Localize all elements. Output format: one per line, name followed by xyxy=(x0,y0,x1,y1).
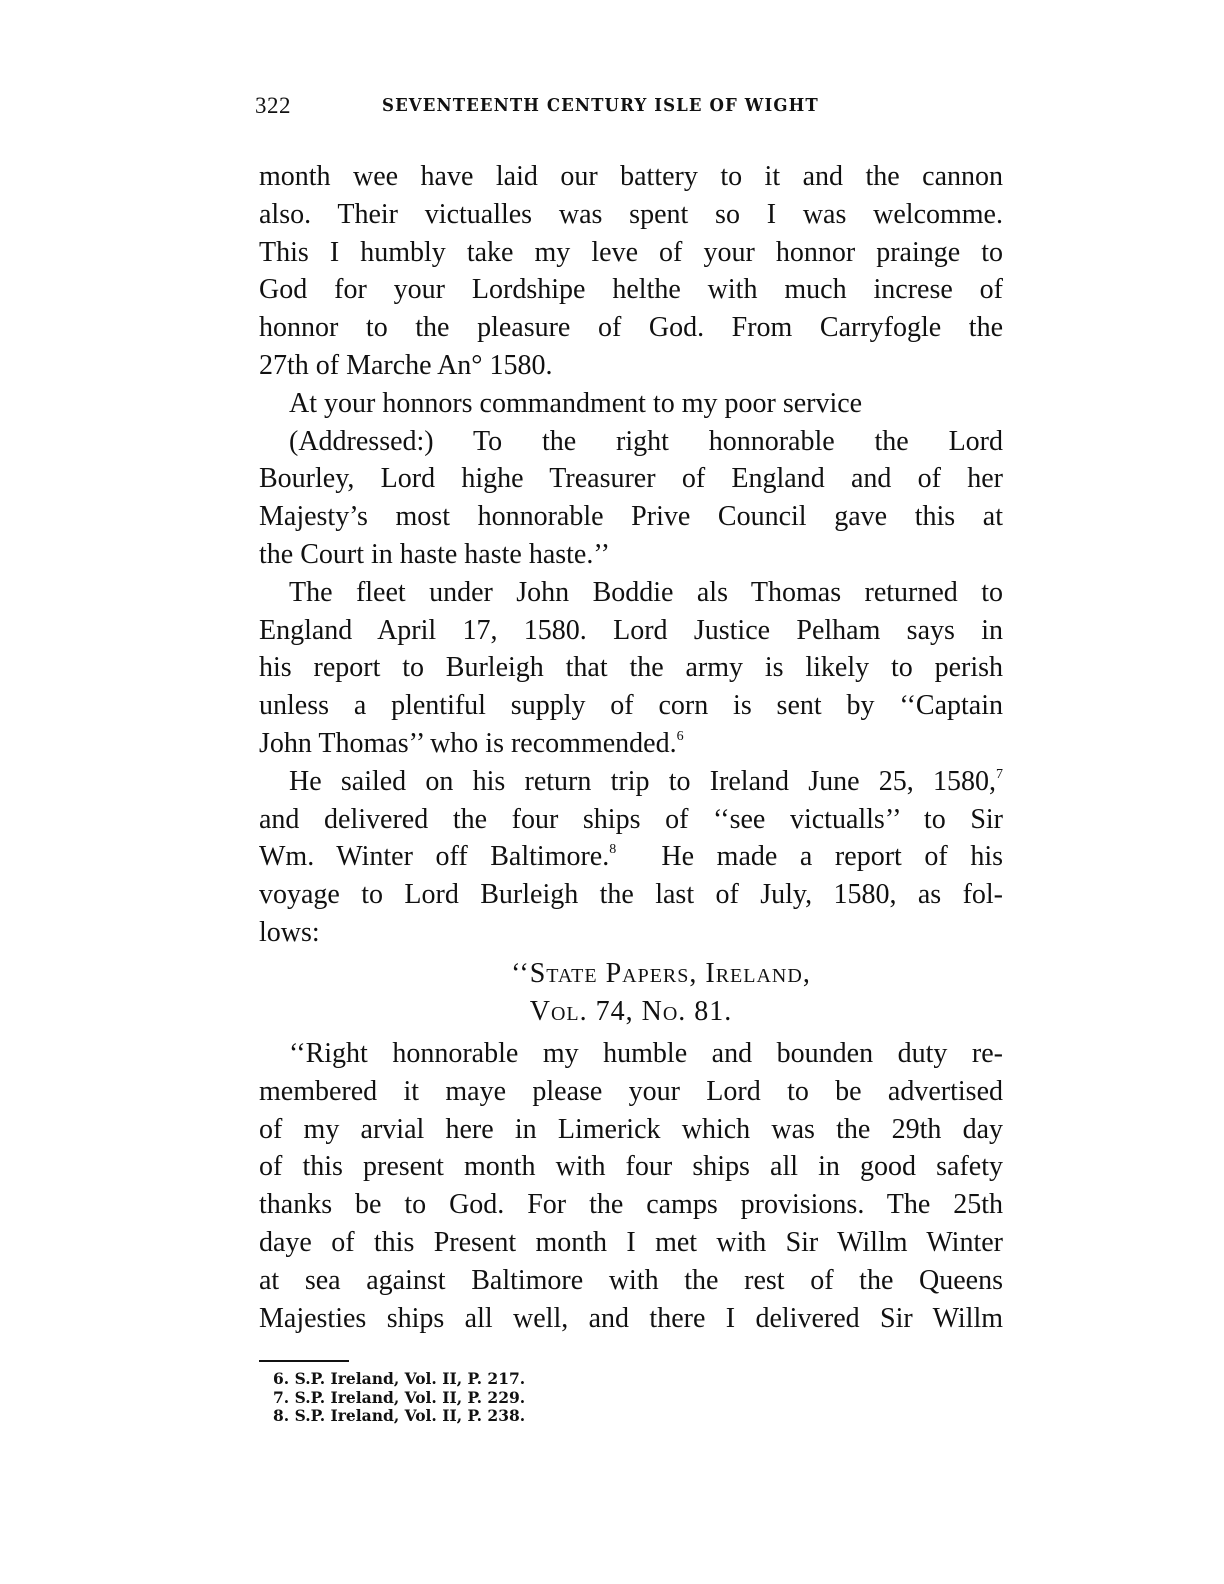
text-line: thanks be to God. For the camps provisions. The 25th xyxy=(259,1189,1003,1221)
text-line: England April 17, 1580. Lord Justice Pelham says in xyxy=(259,614,1003,646)
text-line: voyage to Lord Burleigh the last of July, 1580, as fol- xyxy=(259,879,1003,911)
letter-continuation xyxy=(259,158,1003,952)
page-number: 322 xyxy=(255,93,291,118)
text-line: membered it maye please your Lord to be advertised xyxy=(259,1075,1003,1107)
footnote: 6. S.P. Ireland, Vol. II, P. 217. xyxy=(273,1369,526,1388)
text-line: Bourley, Lord highe Treasurer of England and of her xyxy=(259,463,1003,495)
running-head xyxy=(255,93,1005,123)
text-line: 27th of Marche An° 1580. xyxy=(259,349,553,381)
footnote-ref: 8 xyxy=(609,842,617,858)
letter-closing: At your honnors commandment to my poor service xyxy=(289,387,863,419)
text-line: honnor to the pleasure of God. From Carryfogle the xyxy=(259,312,1003,344)
text-segment: He made a report of his xyxy=(616,841,1003,873)
text-line: of my arvial here in Limerick which was the 29th day xyxy=(259,1113,1003,1145)
text-line: daye of this Present month I met with Sir Willm Winter xyxy=(259,1226,1003,1258)
text-line: unless a plentiful supply of corn is sent by ‘‘Captain xyxy=(259,690,1003,722)
text-line: ‘‘Right honnorable my humble and bounden duty re- xyxy=(289,1038,1003,1069)
text-line: God for your Lordshipe helthe with much increse of xyxy=(259,274,1003,306)
text-line: month wee have laid our battery to it and the cannon xyxy=(259,161,1003,192)
text-line: also. Their victualles was spent so I was welcomme. xyxy=(259,198,1003,230)
text-line xyxy=(259,838,1003,876)
text-segment: He sailed on his return trip to Ireland June 25, 1580, xyxy=(289,765,996,797)
text-line xyxy=(259,763,1003,801)
text-segment: Wm. Winter off Baltimore. xyxy=(259,841,610,873)
text-line: Majesties ships all well, and there I delivered Sir Willm xyxy=(259,1302,1003,1334)
source-heading-line: Vol. 74, No. 81. xyxy=(529,995,733,1027)
text-line: and delivered the four ships of ‘‘see victualls’’ to Sir xyxy=(259,803,1003,835)
quoted-letter xyxy=(259,1035,1003,1337)
text-line: lows: xyxy=(259,916,320,948)
text-line: of this present month with four ships all in good safety xyxy=(259,1151,1003,1183)
footnotes xyxy=(273,1370,525,1426)
text-line: his report to Burleigh that the army is likely to perish xyxy=(259,652,1003,684)
text-line: This I humbly take my leve of your honnor prainge to xyxy=(259,236,1003,268)
text-line: (Addressed:) To the right honnorable the Lord xyxy=(289,425,1003,457)
text-line: The fleet under John Boddie als Thomas returned to xyxy=(289,576,1003,608)
running-title: SEVENTEENTH CENTURY ISLE OF WIGHT xyxy=(382,95,819,116)
footnote-divider xyxy=(259,1360,349,1362)
source-heading xyxy=(259,955,1003,1031)
text-segment: John Thomas’’ who is recommended. xyxy=(259,727,677,759)
footnote: 8. S.P. Ireland, Vol. II, P. 238. xyxy=(273,1406,526,1425)
text-line: the Court in haste haste haste.’’ xyxy=(259,538,610,570)
source-heading-line: ‘‘State Papers, Ireland, xyxy=(511,958,811,989)
text-line xyxy=(259,725,1003,763)
footnote-ref: 7 xyxy=(996,766,1003,782)
text-line: Majesty’s most honnorable Prive Council gave this at xyxy=(259,501,1003,533)
footnote: 7. S.P. Ireland, Vol. II, P. 229. xyxy=(273,1387,526,1407)
footnote-ref: 6 xyxy=(676,728,684,744)
text-line: at sea against Baltimore with the rest of the Queens xyxy=(259,1264,1003,1296)
